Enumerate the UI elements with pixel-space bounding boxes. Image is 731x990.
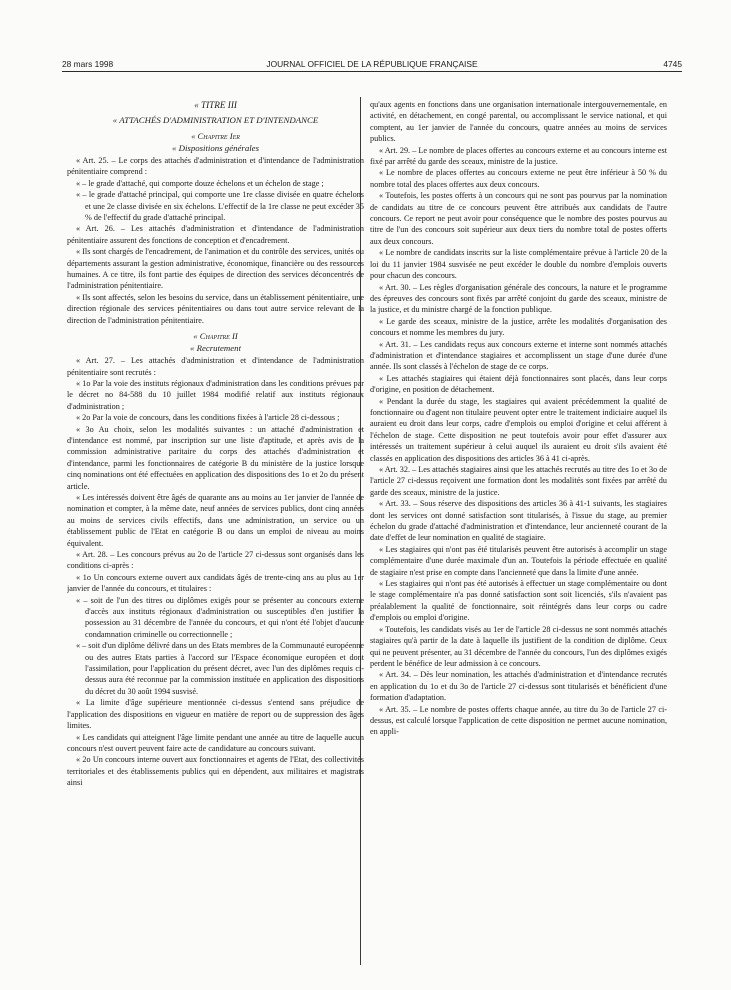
chapitre-1-title: « Dispositions générales <box>172 143 259 153</box>
article-27-paragraph: « 3o Au choix, selon les modalités suivantes : un attaché d'administration et d'intendance est nommé, par inscription sur une liste d'aptitude, et après avis de la commission administrative paritaire du corps des attachés d'administration et d'intendance, parmi les fonctionnaires de catégorie B du ministère de la justice lorsque cinq nominations ont été effectuées en application des dispositions des 1o et 2o du présent article. <box>67 424 364 491</box>
article-33-paragraph: « Toutefois, les candidats visés au 1er de l'article 28 ci-dessus ne sont nommés attachés stagiaires qu'à partir de la date à laquelle ils justifient de la condition de diplôme. Ceux qui ne peuvent présenter, au 31 décembre de l'année du concours, l'un des diplômes exigés perdent le bénéfice de leur admission à ce concours. <box>370 624 667 668</box>
header-rule <box>62 71 682 72</box>
right-column <box>370 99 667 969</box>
titre-heading: « TITRE III <box>194 100 237 110</box>
article-28: « Art. 28. – Les concours prévus au 2o de l'article 27 ci-dessus sont organisés dans les conditions ci-après : <box>67 550 364 571</box>
article-29: « Art. 29. – Le nombre de places offertes au concours externe et au concours interne est fixé par arrêté du garde des sceaux, ministre de la justice. <box>370 145 667 167</box>
article-26-paragraph: « Ils sont chargés de l'encadrement, de l'animation et du contrôle des services, unités ou départements assurant la gestion administrative, économique, financière ou des ressources humaines. A ce titre, ils font partie des équipes de direction des services déconcentrés de l'administration pénitentiaire. <box>67 247 364 291</box>
article-33: « Art. 33. – Sous réserve des dispositions des articles 36 à 41-1 suivants, les stagiaires dont les services ont donné satisfaction sont titularisés, à l'issue du stage, au premier échelon du grade d'attaché d'administration et d'intendance, leur ancienneté courant de la date d'effet de leur nomination en qualité de stagiaire. <box>370 499 667 543</box>
article-34: « Art. 34. – Dès leur nomination, les attachés d'administration et d'intendance recrutés en application du 1o et du 3o de l'article 27 ci-dessus sont titularisés et bénéficient d'une formation d'adaptation. <box>370 670 667 703</box>
article-31: « Art. 31. – Les candidats reçus aux concours externe et interne sont nommés attachés d'administration et d'intendance stagiaires et accomplissent un stage d'une durée d'une année. Ils sont classés à l'échelon de stage de ce corps. <box>370 339 667 372</box>
article-27: « Art. 27. – Les attachés d'administration et d'intendance de l'administration pénitentiaire sont recrutés : <box>67 356 364 377</box>
issue-date: 28 mars 1998 <box>62 59 114 69</box>
article-31-paragraph: « Pendant la durée du stage, les stagiaires qui avaient précédemment la qualité de fonctionnaire ou d'agent non titulaire peuvent opter entre le traitement indiciaire auquel ils auraient eu droit dans leur corps, cadre d'emplois ou emploi d'origine et celui afférent à l'échelon de stage. Cette disposition ne peut toutefois avoir pour effet d'assurer aux intéressés un traitement supérieur à celui auquel ils auraient eu droit s'ils avaient été classés en application des dispositions des articles 36 à 41 ci-après. <box>370 396 667 463</box>
article-35: « Art. 35. – Le nombre de postes offerts chaque année, au titre du 3o de l'article 27 ci-dessus, est calculé lorsque l'application de cette disposition ne permet aucune nomination, en appli- <box>370 704 667 737</box>
continued-paragraph: qu'aux agents en fonctions dans une organisation internationale intergouvernementale, en activité, en détachement, en congé parental, ou accomplissant le service national, et qui comptent, au 1er janvier de l'année du concours, quatre années au moins de services publics. <box>370 100 667 144</box>
article-30-paragraph: « Le garde des sceaux, ministre de la justice, arrête les modalités d'organisation des concours et nomme les membres du jury. <box>370 316 667 338</box>
chapitre-2-title: « Recrutement <box>189 343 242 354</box>
article-29-paragraph: « Le nombre de candidats inscrits sur la liste complémentaire prévue à l'article 20 de la loi du 11 janvier 1984 susvisée ne peut excéder le double du nombre d'emplois ouverts pour chacun des concours. <box>370 248 667 281</box>
article-27-paragraph: « Les intéressés doivent être âgés de quarante ans au moins au 1er janvier de l'année de nomination et compter, à la même date, neuf années de services publics, dont cinq années au moins de services civils effectifs, dans une administration, un service ou un établissement public de l'Etat en catégorie B ou dans un emploi de niveau au moins équivalent. <box>67 492 364 548</box>
page-header <box>62 57 682 71</box>
article-29-paragraph: « Toutefois, les postes offerts à un concours qui ne sont pas pourvus par la nomination de candidats au titre de ce concours peuvent être attribués aux candidats de l'autre concours. Ce report ne peut avoir pour conséquence que le nombre des postes pourvus au titre de l'un des concours soit supérieur aux deux tiers du nombre total de postes offerts aux deux concours. <box>370 191 667 246</box>
article-27-paragraph: « 1o Par la voie des instituts régionaux d'administration dans les conditions prévues par le décret no 84-588 du 10 juillet 1984 modifié relatif aux instituts régionaux d'administration ; <box>67 378 364 411</box>
article-28-paragraph: « Les candidats qui atteignent l'âge limite pendant une année au titre de laquelle aucun concours n'est ouvert peuvent faire acte de candidature au concours suivant. <box>67 732 364 753</box>
chapitre-1-heading: « Chapitre Ier <box>191 131 240 141</box>
article-26-paragraph: « Ils sont affectés, selon les besoins du service, dans un établissement pénitentiaire, une direction régionale des services pénitentiaires ou dans tout autre service relevant de la direction de l'administration pénitentiaire. <box>67 292 364 325</box>
left-column <box>67 97 364 967</box>
article-29-paragraph: « Le nombre de places offertes au concours externe ne peut être inférieur à 50 % du nombre total des places offertes aux deux concours. <box>370 168 667 189</box>
chapitre-2-heading: « Chapitre II <box>193 331 238 342</box>
article-31-paragraph: « Les attachés stagiaires qui étaient déjà fonctionnaires sont placés, dans leur corps d'origine, en position de détachement. <box>370 373 667 395</box>
article-26: « Art. 26. – Les attachés d'administration et d'intendance de l'administration pénitentiaire assurent des fonctions de conception et d'encadrement. <box>67 224 364 245</box>
article-27-paragraph: « 2o Par la voie de concours, dans les conditions fixées à l'article 28 ci-dessous ; <box>76 413 340 423</box>
article-33-paragraph: « Les stagiaires qui n'ont pas été titularisés peuvent être autorisés à accomplir un stage complémentaire d'une durée maximale d'un an. Toutefois la période effectuée en qualité de stagiaire n'est prise en compte dans l'ancienneté que dans la limite d'une année. <box>370 544 667 577</box>
page-number: 4745 <box>663 59 682 69</box>
article-28-item: « – soit de l'un des titres ou diplômes exigés pour se présenter au concours externe d'accès aux instituts régionaux d'administration ou susceptibles d'en justifier la possession au 31 décembre de l'année du concours, et qui n'ont été l'objet d'aucune condamnation criminelle ou correctionnelle ; <box>76 595 364 639</box>
article-25-item: « – le grade d'attaché principal, qui comporte une 1re classe divisée en quatre échelons et une 2e classe divisée en six échelons. L'effectif de la 1re classe ne peut excéder 35 % de l'effectif du grade d'attaché principal. <box>76 190 364 223</box>
article-32: « Art. 32. – Les attachés stagiaires ainsi que les attachés recrutés au titre des 1o et 3o de l'article 27 ci-dessus reçoivent une formation dont les modalités sont fixées par arrêté du garde des sceaux, ministre de la justice. <box>370 465 667 497</box>
article-30: « Art. 30. – Les règles d'organisation générale des concours, la nature et le programme des épreuves des concours sont fixés par arrêté conjoint du garde des sceaux, ministre de la justice, et du ministre chargé de la fonction publique. <box>370 282 667 315</box>
article-28-paragraph: « 1o Un concours externe ouvert aux candidats âgés de trente-cinq ans au plus au 1er janvier de l'année du concours, et titulaires : <box>67 572 364 594</box>
article-28-item: « – soit d'un diplôme délivré dans un des Etats membres de la Communauté européenne ou des autres Etats parties à l'accord sur l'Espace économique européen et dont l'assimilation, pour l'application du présent décret, avec l'un des diplômes requis ci-dessus aura été reconnue par la commission instituée en application des dispositions du décret du 30 août 1994 susvisé. <box>76 641 364 696</box>
article-25: « Art. 25. – Le corps des attachés d'administration et d'intendance de l'administration pénitentiaire comprend : <box>67 156 364 177</box>
journal-title: JOURNAL OFFICIEL DE LA RÉPUBLIQUE FRANÇAISE <box>266 59 478 69</box>
article-28-paragraph: « La limite d'âge supérieure mentionnée ci-dessus s'entend sans préjudice de l'application des dispositions en vigueur en matière de report ou de suppression des âges limites. <box>67 698 364 731</box>
article-25-item: « – le grade d'attaché, qui comporte douze échelons et un échelon de stage ; <box>76 178 324 188</box>
article-33-paragraph: « Les stagiaires qui n'ont pas été autorisés à effectuer un stage complémentaire ou dont le stage complémentaire n'a pas donné satisfaction sont soit licenciés, s'ils n'avaient pas préalablement la qualité de fonctionnaire, soit réintégrés dans leur corps ou cadre d'emplois ou emploi d'origine. <box>370 579 667 623</box>
article-28-paragraph: « 2o Un concours interne ouvert aux fonctionnaires et agents de l'Etat, des collectivités territoriales et des établissements publics qui en dépendent, aux militaires et magistrats ainsi <box>67 755 364 788</box>
titre-subject: « ATTACHÉS D'ADMINISTRATION ET D'INTENDANCE <box>112 115 319 125</box>
